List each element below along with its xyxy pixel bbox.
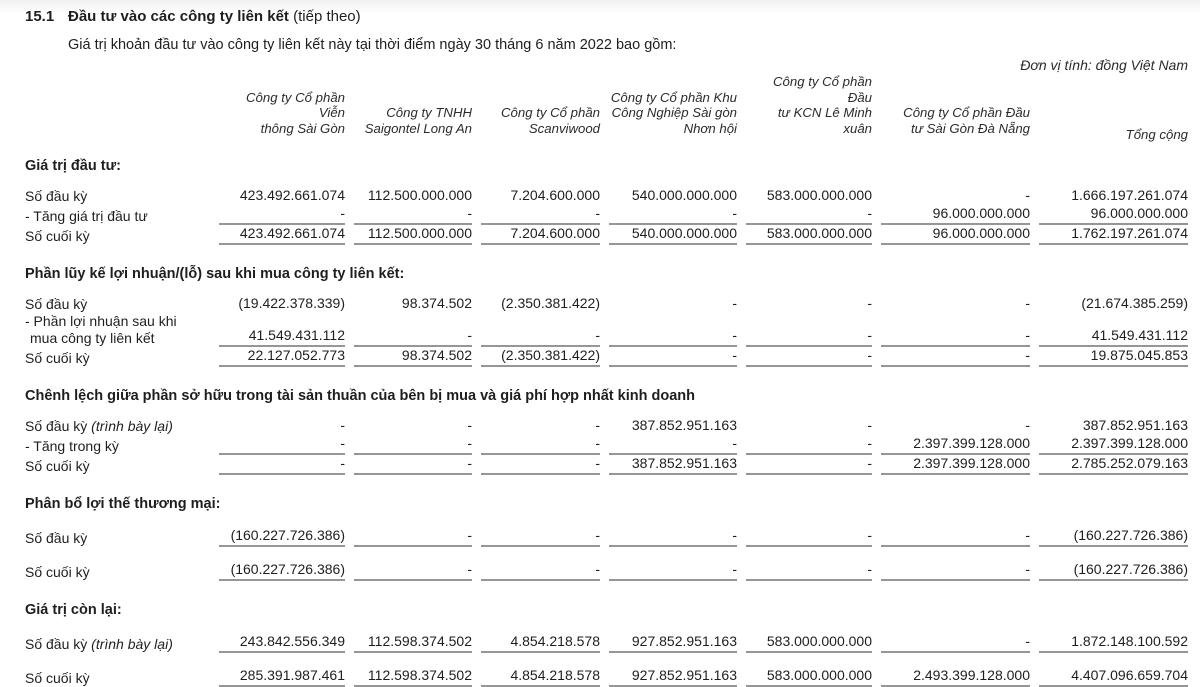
value-cell: (19.422.378.339) [238, 295, 345, 311]
value-cell: 583.000.000.000 [766, 187, 872, 203]
row-label-text: Số cuối kỳ [25, 670, 90, 686]
value-cell: 387.852.951.163 [1082, 417, 1188, 433]
column-header-line: Công ty Cổ phần Đầu [773, 74, 872, 105]
value-cell: 4.854.218.578 [481, 667, 600, 687]
value-cell: 583.000.000.000 [746, 225, 872, 245]
value-cell: 4.854.218.578 [481, 633, 600, 653]
value-cell: - [354, 561, 472, 581]
value-cell: (160.227.726.386) [1039, 527, 1188, 547]
value-cell: - [354, 455, 472, 475]
column-header [609, 90, 737, 138]
value-cell: - [481, 455, 600, 475]
table-row [25, 435, 1188, 455]
column-header [219, 90, 345, 138]
value-cell: 285.391.987.461 [219, 667, 345, 687]
value-cell: (160.227.726.386) [1039, 561, 1188, 581]
table-row [25, 633, 1188, 653]
row-label [25, 458, 210, 475]
value-cell: 387.852.951.163 [631, 417, 737, 433]
row-label-italic: (trình bày lại) [91, 636, 173, 652]
value-cell: - [481, 205, 600, 225]
table-section [25, 158, 1188, 245]
row-label [25, 636, 210, 653]
section-heading: Giá trị còn lại: [25, 602, 122, 618]
row-label-text: Số cuối kỳ [25, 350, 90, 366]
column-header [481, 105, 600, 137]
section-heading: Phần lũy kế lợi nhuận/(lỗ) sau khi mua công ty liên kết: [25, 266, 405, 282]
value-cell: - [1025, 187, 1030, 203]
value-cell: 112.500.000.000 [367, 187, 472, 203]
value-cell: 243.842.556.349 [219, 633, 345, 653]
value-cell: 19.875.045.853 [1039, 347, 1188, 367]
page-heading [25, 8, 1188, 26]
column-header [354, 105, 472, 137]
value-cell: 22.127.052.773 [219, 347, 345, 367]
row-label-italic: (trình bày lại) [91, 418, 173, 434]
value-cell: - [481, 561, 600, 581]
value-cell: 1.666.197.261.074 [1071, 187, 1188, 203]
table-section [25, 266, 1188, 367]
value-cell: 2.397.399.128.000 [1039, 435, 1188, 455]
row-label-text: Số đầu kỳ [25, 188, 88, 204]
row-label [25, 313, 210, 347]
table-row [25, 225, 1188, 245]
value-cell: - [219, 435, 345, 455]
row-label [25, 438, 210, 455]
section-heading: Giá trị đầu tư: [25, 158, 121, 174]
value-cell: - [609, 205, 737, 225]
value-cell: 423.492.661.074 [219, 225, 345, 245]
value-cell: - [354, 527, 472, 547]
table-section [25, 496, 1188, 581]
value-cell: - [609, 435, 737, 455]
value-cell: - [867, 295, 872, 311]
table-row [25, 527, 1188, 547]
value-cell: - [595, 417, 600, 433]
column-header-line: Scanviwood [528, 120, 600, 136]
column-header-line: Nhơn hội [683, 120, 737, 136]
row-label [25, 208, 210, 225]
value-cell: - [867, 417, 872, 433]
column-header-line: Công ty Cổ phần [501, 105, 600, 120]
column-header [1039, 127, 1188, 144]
table-row [25, 561, 1188, 581]
value-cell: - [746, 205, 872, 225]
row-label-text: Số đầu kỳ [25, 530, 88, 546]
row-label [25, 350, 210, 367]
table-row [25, 313, 1188, 347]
value-cell: 583.000.000.000 [746, 633, 872, 653]
value-cell: 927.852.951.163 [609, 667, 737, 687]
page-title [68, 8, 361, 26]
table-section [25, 602, 1188, 687]
value-cell: 98.374.502 [354, 347, 472, 367]
column-header-line: Tổng cộng [1125, 126, 1188, 142]
row-label-text: Số cuối kỳ [25, 458, 90, 474]
column-header-line: Công ty Cổ phần Khu [610, 89, 737, 105]
unit-note: Đơn vị tính: đồng Việt Nam [1020, 57, 1188, 73]
value-cell: - [1025, 295, 1030, 311]
section-heading: Chênh lệch giữa phần sở hữu trong tài sản thuần của bên bị mua và giá phí hợp nhất kinh doanh [25, 388, 695, 404]
column-header-line: thông Sài Gòn [260, 120, 345, 136]
value-cell: - [746, 327, 872, 347]
row-label-text: Số đầu kỳ [25, 418, 88, 434]
value-cell: - [609, 527, 737, 547]
value-cell: 96.000.000.000 [881, 225, 1030, 245]
investments-table [25, 74, 1188, 687]
value-cell: - [1025, 417, 1030, 433]
page-title-bold: Đầu tư vào các công ty liên kết [68, 8, 289, 25]
value-cell: (2.350.381.422) [501, 295, 600, 311]
table-section [25, 388, 1188, 475]
header-row [25, 74, 1188, 142]
column-header-line: Công ty TNHH [386, 105, 472, 120]
value-cell: 7.204.600.000 [481, 225, 600, 245]
value-cell: 387.852.951.163 [609, 455, 737, 475]
table-row [25, 455, 1188, 475]
value-cell: - [881, 347, 1030, 367]
value-cell: - [732, 295, 737, 311]
value-cell: 98.374.502 [401, 295, 472, 311]
value-cell: - [609, 327, 737, 347]
value-cell: - [746, 561, 872, 581]
value-cell: 540.000.000.000 [609, 225, 737, 245]
column-header-line: tư Sài Gòn Đà Nẵng [910, 120, 1030, 136]
value-cell: - [746, 435, 872, 455]
table-row [25, 295, 1188, 313]
column-header-line: Saigontel Long An [364, 120, 472, 136]
value-cell: - [354, 435, 472, 455]
section-heading: Phân bổ lợi thế thương mại: [25, 496, 221, 512]
value-cell: - [481, 435, 600, 455]
value-cell: 96.000.000.000 [881, 205, 1030, 225]
row-label [25, 228, 210, 245]
value-cell: - [881, 527, 1030, 547]
page-title-suffix: (tiếp theo) [288, 8, 361, 25]
value-cell: 7.204.600.000 [510, 187, 600, 203]
column-header-line: Công ty Cổ phần Đầu [903, 105, 1030, 120]
value-cell: 41.549.431.112 [1039, 327, 1188, 347]
value-cell: - [481, 527, 600, 547]
value-cell: 112.500.000.000 [354, 225, 472, 245]
value-cell: - [746, 527, 872, 547]
row-label-text: Số đầu kỳ [25, 636, 88, 652]
row-label [25, 188, 210, 205]
column-header-line: tư KCN Lê Minh xuân [777, 105, 872, 136]
value-cell: - [746, 455, 872, 475]
row-label [25, 564, 210, 581]
value-cell: (21.674.385.259) [1081, 295, 1188, 311]
value-cell: - [219, 455, 345, 475]
value-cell: 583.000.000.000 [746, 667, 872, 687]
value-cell: - [354, 327, 472, 347]
table-row [25, 187, 1188, 205]
value-cell: 112.598.374.502 [354, 633, 472, 653]
table-row [25, 667, 1188, 687]
value-cell: 112.598.374.502 [354, 667, 472, 687]
row-label [25, 296, 210, 313]
value-cell: 2.397.399.128.000 [881, 435, 1030, 455]
value-cell: 927.852.951.163 [609, 633, 737, 653]
value-cell: - [609, 347, 737, 367]
value-cell: 41.549.431.112 [219, 327, 345, 347]
table-row [25, 417, 1188, 435]
value-cell: - [481, 327, 600, 347]
value-cell: - [609, 561, 737, 581]
value-cell: - [746, 347, 872, 367]
table-row [25, 347, 1188, 367]
column-header [746, 74, 872, 137]
row-label [25, 670, 210, 687]
value-cell: 96.000.000.000 [1039, 205, 1188, 225]
table-row [25, 205, 1188, 225]
row-label-text: - Tăng trong kỳ [25, 438, 119, 454]
value-cell: - [881, 633, 1030, 653]
row-label [25, 530, 210, 547]
value-cell: 540.000.000.000 [631, 187, 737, 203]
value-cell: - [354, 205, 472, 225]
value-cell: 2.785.252.079.163 [1039, 455, 1188, 475]
value-cell: - [881, 561, 1030, 581]
value-cell: 423.492.661.074 [239, 187, 345, 203]
section-number: 15.1 [25, 8, 55, 25]
value-cell: - [467, 417, 472, 433]
page-subtitle: Giá trị khoản đầu tư vào công ty liên kết này tại thời điểm ngày 30 tháng 6 năm 2022 bao gồm: [68, 37, 677, 53]
value-cell: - [219, 205, 345, 225]
value-cell: 1.762.197.261.074 [1039, 225, 1188, 245]
value-cell: - [881, 327, 1030, 347]
row-label-line2: mua công ty liên kết [30, 330, 155, 346]
row-label-text: - Phần lợi nhuận sau khi [25, 313, 177, 329]
value-cell: 1.872.148.100.592 [1039, 633, 1188, 653]
row-label-text: Số cuối kỳ [25, 228, 90, 244]
value-cell: - [340, 417, 345, 433]
column-header-line: Công ty Cổ phần Viễn [246, 89, 345, 120]
value-cell: 4.407.096.659.704 [1039, 667, 1188, 687]
column-header-line: Công Nghiệp Sài gòn [611, 105, 737, 120]
row-label-text: Số cuối kỳ [25, 564, 90, 580]
value-cell: (160.227.726.386) [219, 527, 345, 547]
value-cell: (160.227.726.386) [219, 561, 345, 581]
value-cell: 2.493.399.128.000 [881, 667, 1030, 687]
row-label [25, 418, 210, 435]
row-label-text: Số đầu kỳ [25, 296, 88, 312]
row-label-text: - Tăng giá trị đầu tư [25, 208, 148, 224]
value-cell: 2.397.399.128.000 [881, 455, 1030, 475]
value-cell: (2.350.381.422) [481, 347, 600, 367]
column-header [881, 105, 1030, 137]
